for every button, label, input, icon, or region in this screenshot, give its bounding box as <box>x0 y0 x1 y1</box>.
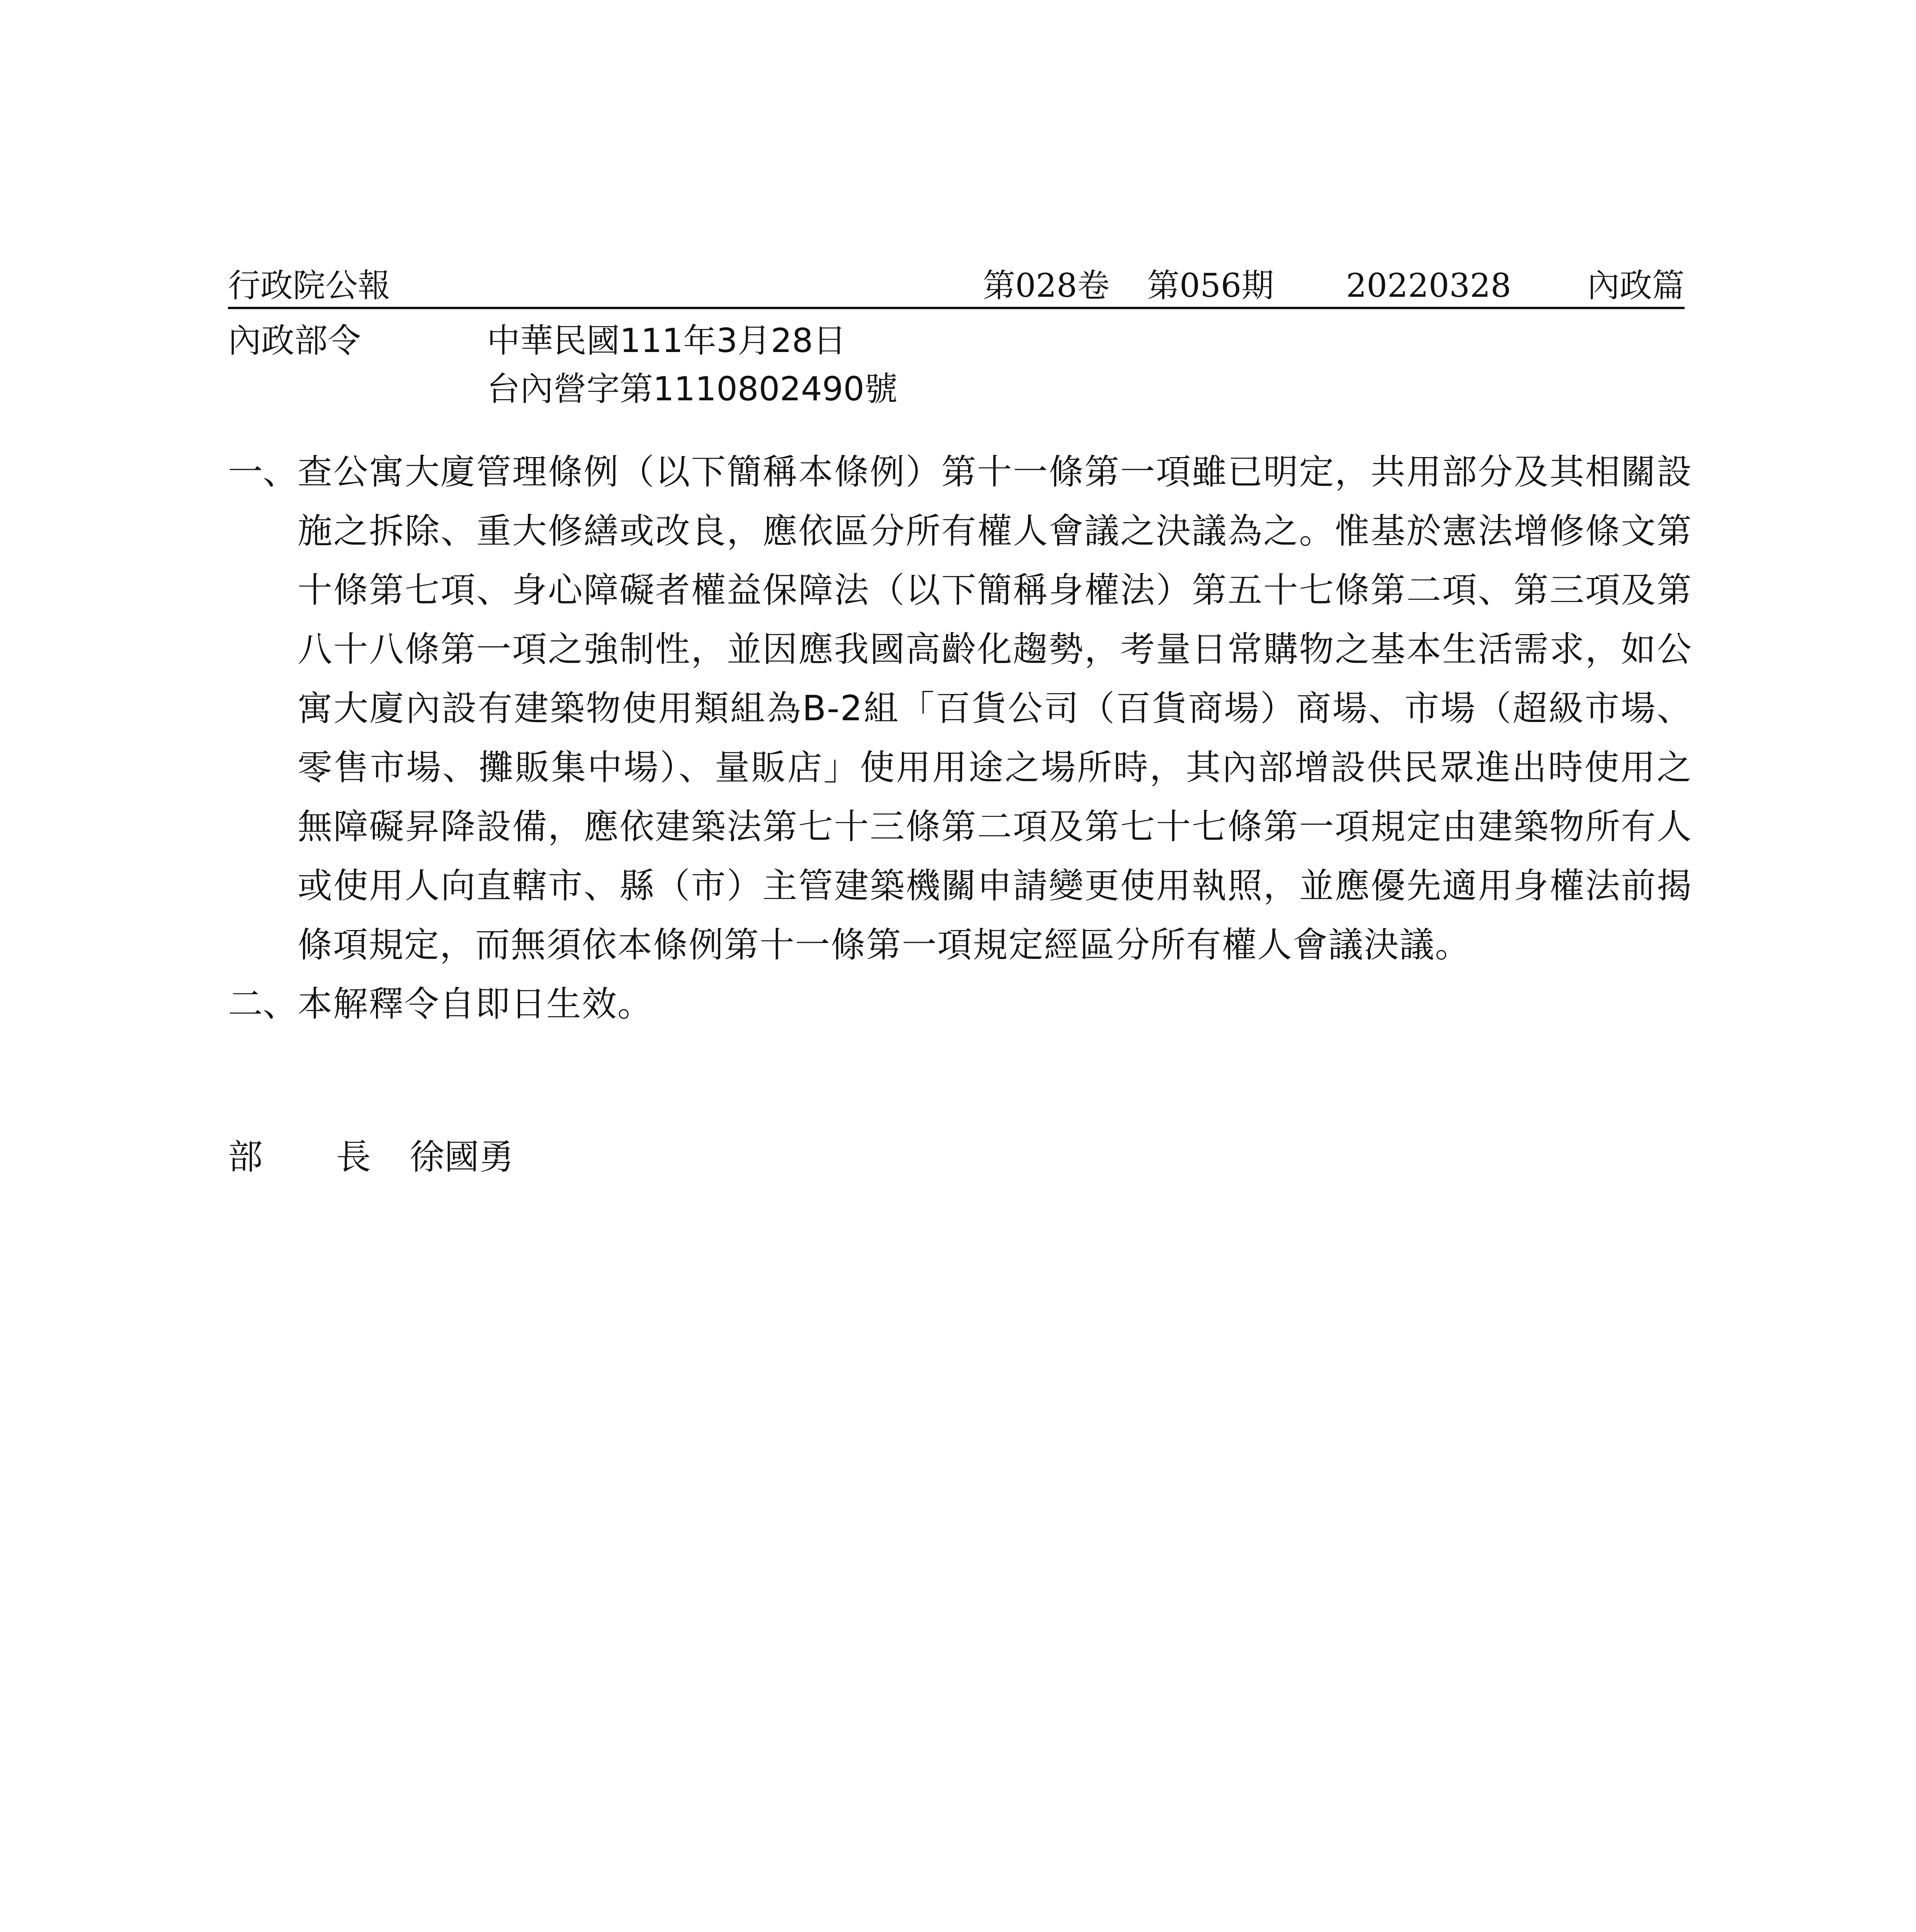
header-meta <box>983 264 1685 307</box>
item-text: 查公寓大廈管理條例（以下簡稱本條例）第十一條第一項雖已明定，共用部分及其相關設施之拆除、重大修繕或改良，應依區分所有權人會議之決議為之。惟基於憲法增修條文第十條第七項、身心障礙者權益保障法（以下簡稱身權法）第五十七條第二項、第三項及第八十八條第一項之強制性，並因應我國高齡化趨勢，考量日常購物之基本生活需求，如公寓大廈內設有建築物使用類組為B-2組「百貨公司（百貨商場）商場、市場（超級市場、零售市場、攤販集中場）、量販店」使用用途之場所時，其內部增設供民眾進出時使用之無障礙昇降設備，應依建築法第七十三條第二項及第七十七條第一項規定由建築物所有人或使用人向直轄市、縣（市）主管建築機關申請變更使用執照，並應優先適用身權法前揭條項規定，而無須依本條例第十一條第一項規定經區分所有權人會議決議。 <box>298 452 1692 965</box>
issuing-organization: 內政部令 <box>228 321 361 360</box>
signatory-title-part2: 長 <box>336 1137 371 1177</box>
publication-date: 20220328 <box>1346 267 1511 304</box>
signatory-name: 徐國勇 <box>410 1137 514 1177</box>
signature-block <box>228 1132 514 1182</box>
order-meta <box>487 317 898 413</box>
issue-number: 第056期 <box>1147 267 1274 304</box>
order-document-number: 台內營字第1110802490號 <box>487 370 898 408</box>
order-body <box>228 442 1692 1034</box>
item-number: 一、 <box>228 452 298 492</box>
item-number: 二、 <box>228 984 298 1024</box>
order-date: 中華民國111年3月28日 <box>487 321 847 360</box>
item-text: 本解釋令自即日生效。 <box>298 984 653 1024</box>
publication-title: 行政院公報 <box>228 267 391 304</box>
gazette-header <box>228 264 1685 309</box>
section-name: 內政篇 <box>1587 267 1685 304</box>
order-item <box>228 975 1692 1034</box>
volume-number: 第028卷 <box>983 267 1110 304</box>
signatory-title-part1: 部 <box>228 1137 263 1177</box>
order-item <box>228 442 1692 975</box>
